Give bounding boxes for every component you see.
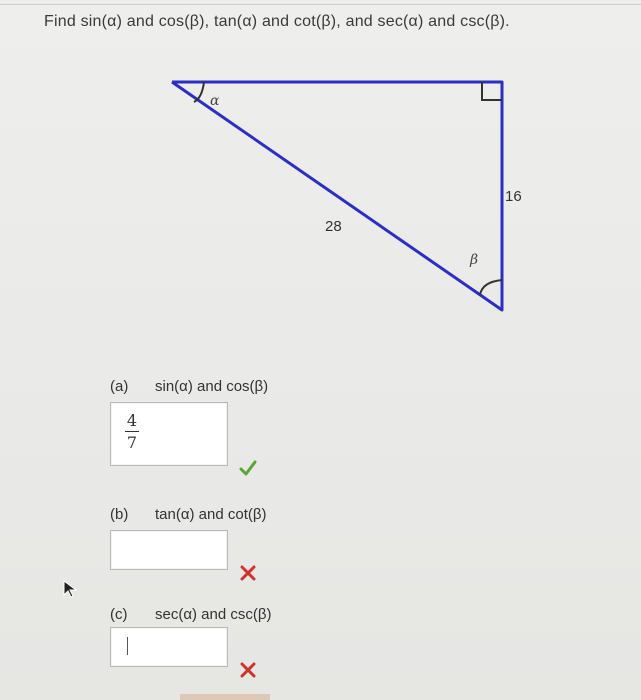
part-c-letter: (c) — [110, 606, 128, 623]
bottom-edge-strip — [180, 694, 270, 700]
answer-a-denominator: 7 — [126, 433, 138, 452]
answer-a-field[interactable] — [110, 402, 228, 466]
text-caret — [127, 637, 128, 655]
answer-c-field[interactable] — [110, 627, 228, 667]
side-label: 16 — [505, 188, 522, 205]
alpha-label: α — [210, 93, 220, 109]
top-divider — [0, 4, 641, 5]
answer-a-numerator: 4 — [126, 411, 138, 430]
check-icon — [238, 458, 258, 478]
triangle-diagram — [160, 70, 520, 320]
question-prompt: Find sin(α) and cos(β), tan(α) and cot(β), and sec(α) and csc(β). — [44, 13, 510, 30]
beta-arc — [480, 280, 502, 295]
part-b-letter: (b) — [110, 506, 129, 523]
right-angle-marker — [482, 82, 502, 100]
part-b-prompt: tan(α) and cot(β) — [155, 506, 267, 523]
answer-b-field[interactable] — [110, 530, 228, 570]
hypotenuse-label: 28 — [325, 218, 342, 235]
fraction-bar — [125, 431, 139, 432]
part-a-label — [110, 378, 268, 395]
part-c-prompt: sec(α) and csc(β) — [155, 606, 272, 623]
answer-a-fraction — [125, 412, 139, 452]
beta-label: β — [470, 252, 479, 268]
part-a-letter: (a) — [110, 378, 129, 395]
x-icon — [238, 563, 258, 583]
triangle-shape — [172, 82, 502, 310]
part-c-label — [110, 606, 271, 623]
mouse-pointer-icon — [62, 580, 78, 598]
part-a-prompt: sin(α) and cos(β) — [155, 378, 269, 395]
part-b-label — [110, 506, 267, 523]
x-icon — [238, 660, 258, 680]
